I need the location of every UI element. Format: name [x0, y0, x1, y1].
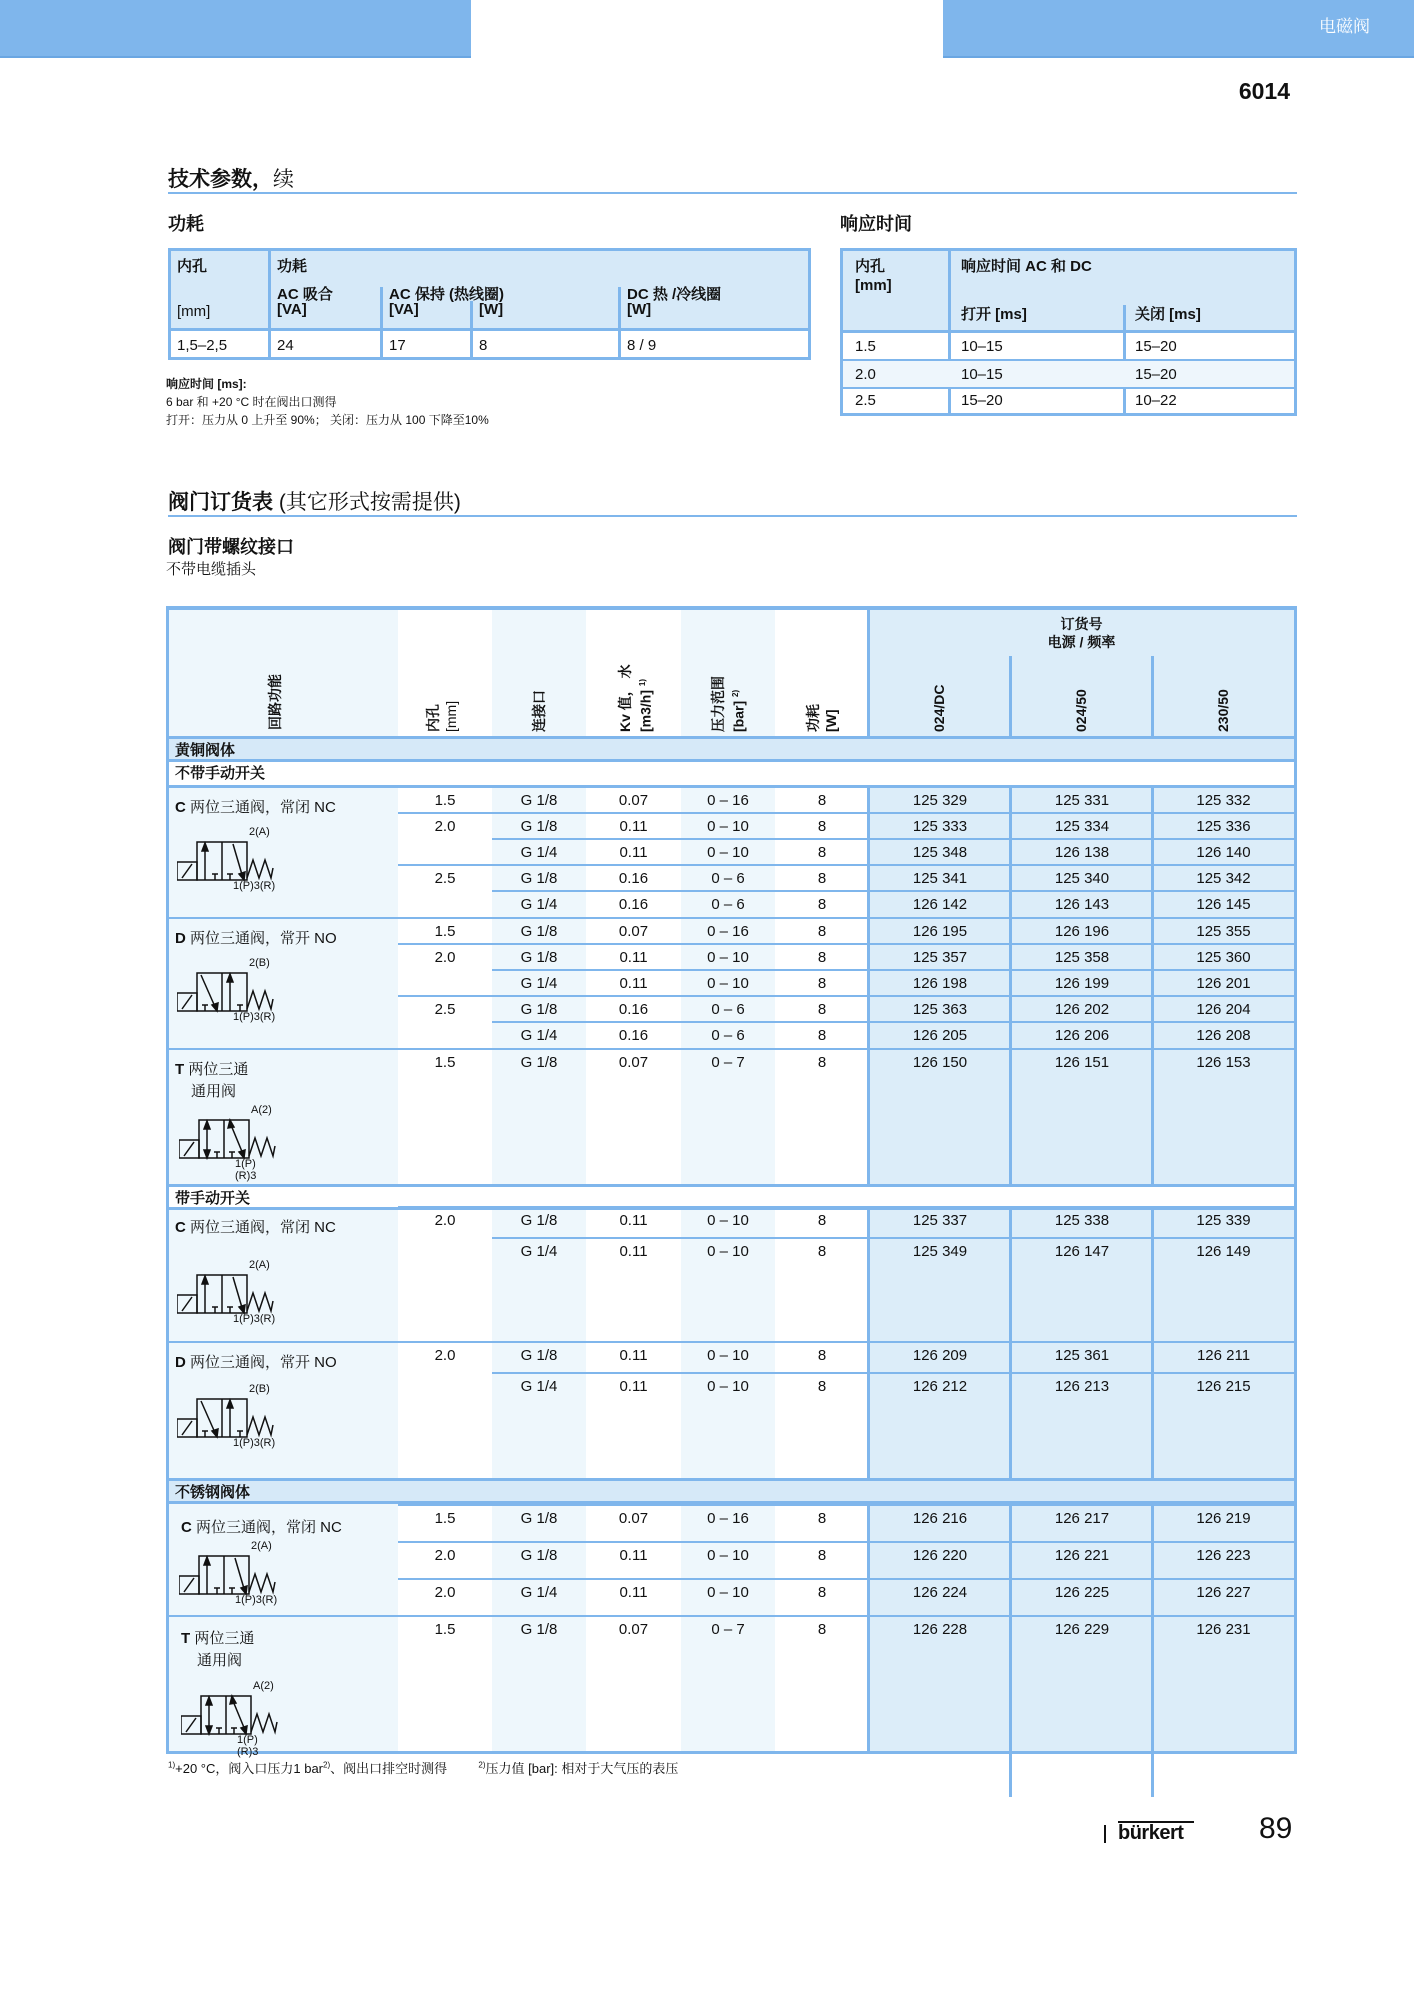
- rt-bore: 2.5: [855, 392, 876, 409]
- cell-port: G 1/8: [520, 923, 558, 940]
- cell-port: G 1/8: [520, 1001, 558, 1018]
- cell-kv: 0.16: [618, 1001, 649, 1018]
- cell-pressure: 0 – 6: [711, 1027, 745, 1044]
- rt-close: 15–20: [1135, 338, 1177, 355]
- section-stainless: 不锈钢阀体: [169, 1478, 1294, 1504]
- cell-kv: 0.16: [618, 896, 649, 913]
- cell-n2: 126 143: [1054, 896, 1110, 913]
- row-divider: [398, 943, 1294, 945]
- cell-kv: 0.11: [619, 1243, 648, 1260]
- function-d-no: [175, 927, 337, 948]
- cell-n1: 126 209: [912, 1347, 968, 1364]
- col-ac-hold: AC 保持 (热线圈): [389, 286, 504, 303]
- cell-n2: 125 358: [1054, 949, 1110, 966]
- category-title: 电磁阀: [1319, 17, 1370, 36]
- cell-power: 8: [817, 1212, 827, 1229]
- cell-kv: 0.11: [619, 949, 648, 966]
- rt-close: 10–22: [1135, 392, 1177, 409]
- cell-power: 8: [817, 1621, 827, 1638]
- order-title: 阀门订货表: [168, 491, 273, 514]
- cell-n3: 125 336: [1196, 818, 1251, 835]
- cell-n2: 126 221: [1054, 1547, 1110, 1564]
- cell-pressure: 0 – 10: [707, 844, 749, 861]
- cell-n3: 126 208: [1196, 1027, 1251, 1044]
- col-ac-pull-unit: [VA]: [277, 301, 307, 318]
- cell-n2: 126 217: [1054, 1510, 1110, 1527]
- cell-port: G 1/4: [520, 1243, 558, 1260]
- port-label: 2(B): [249, 957, 270, 969]
- cell-n1: 125 333: [912, 818, 968, 835]
- rt-bore: 2.0: [855, 366, 876, 383]
- header-v1: 024/DC: [931, 684, 947, 732]
- col-bore-unit: [mm]: [177, 303, 211, 320]
- cell-power: 8: [817, 1347, 827, 1364]
- cell-port: G 1/8: [520, 1054, 558, 1071]
- header-kv-text: Kv 值， 水: [617, 664, 633, 732]
- cell-kv: 0.16: [618, 1027, 649, 1044]
- cell-n1: 125 349: [912, 1243, 968, 1260]
- cell-n1: 125 329: [912, 792, 968, 809]
- footnote-1: +20 °C，阀入口压力1 bar: [175, 1761, 324, 1776]
- header-kv-sup: 1): [638, 678, 647, 687]
- rt-col-close: 关闭 [ms]: [1135, 306, 1201, 323]
- cell-port: G 1/8: [520, 1621, 558, 1638]
- function-text: 两位三通阀，常闭 NC: [196, 1519, 342, 1536]
- cell-kv: 0.11: [619, 1212, 648, 1229]
- cell-power: 8: [817, 896, 827, 913]
- divider: [470, 301, 473, 357]
- cell-n2: 126 138: [1054, 844, 1110, 861]
- response-title: 响应时间: [840, 214, 912, 234]
- function-text: 两位三通阀，常开 NO: [190, 930, 337, 947]
- col-ac-hold-va: [VA]: [389, 301, 419, 318]
- cell-power: 8: [817, 1001, 827, 1018]
- cell-bore: 2.5: [434, 870, 456, 887]
- cell-n1: 126 216: [912, 1510, 968, 1527]
- col-dc-unit: [W]: [627, 301, 652, 318]
- cell-port: G 1/8: [520, 949, 558, 966]
- row-divider: [398, 1541, 1294, 1543]
- header-port: 连接口: [531, 690, 547, 732]
- cell-port: G 1/4: [520, 896, 558, 913]
- row-divider: [398, 812, 1294, 814]
- cell-n2: 126 206: [1054, 1027, 1110, 1044]
- cell-bore: 2.0: [434, 949, 456, 966]
- cell-n3: 126 204: [1196, 1001, 1251, 1018]
- cell-pressure: 0 – 6: [711, 896, 745, 913]
- function-letter: C: [175, 1219, 186, 1236]
- cell-bore: 1.5: [434, 1621, 456, 1638]
- cell-power: 8: [817, 1054, 827, 1071]
- cell-n3: 125 360: [1196, 949, 1251, 966]
- header-bore-text: 内孔: [425, 704, 441, 732]
- function-c-nc: [175, 796, 336, 817]
- cell-n3: 126 201: [1196, 975, 1251, 992]
- cell-power: 8: [817, 949, 827, 966]
- cell-kv: 0.07: [618, 923, 649, 940]
- cell-power: 8: [817, 1584, 827, 1601]
- cell-pressure: 0 – 6: [711, 1001, 745, 1018]
- row-divider: [169, 1615, 1294, 1617]
- cell-pressure: 0 – 10: [707, 949, 749, 966]
- cell-port: G 1/8: [520, 1212, 558, 1229]
- cell-n3: 126 140: [1196, 844, 1251, 861]
- cell-n1: 126 220: [912, 1547, 968, 1564]
- cell-kv: 0.16: [618, 870, 649, 887]
- cell-port: G 1/4: [520, 1584, 558, 1601]
- cell-pressure: 0 – 10: [707, 1547, 749, 1564]
- cell-n1: 126 142: [912, 896, 968, 913]
- rt-open: 10–15: [961, 338, 1003, 355]
- header-v3: 230/50: [1215, 689, 1231, 732]
- order-table: [166, 606, 1297, 1758]
- col-power: 功耗: [277, 258, 308, 275]
- cell-n3: 125 342: [1196, 870, 1251, 887]
- power-ac-hold-va: 17: [389, 337, 406, 354]
- cell-n3: 126 149: [1196, 1243, 1251, 1260]
- cell-power: 8: [817, 870, 827, 887]
- cell-kv: 0.11: [619, 975, 648, 992]
- cell-power: 8: [817, 1378, 827, 1395]
- cell-port: G 1/8: [520, 870, 558, 887]
- cell-n2: 125 361: [1054, 1347, 1110, 1364]
- power-table: [168, 248, 811, 360]
- cell-port: G 1/4: [520, 844, 558, 861]
- tech-heading-cont: 续: [273, 168, 294, 191]
- cell-pressure: 0 – 10: [707, 1347, 749, 1364]
- cell-port: G 1/8: [520, 1547, 558, 1564]
- cell-power: 8: [817, 818, 827, 835]
- power-title: 功耗: [168, 214, 204, 234]
- cell-power: 8: [817, 1547, 827, 1564]
- section-brass: 黄铜阀体: [169, 736, 1294, 762]
- cell-bore: 2.0: [434, 818, 456, 835]
- header-kv-unit-wrap: [635, 679, 654, 732]
- tech-heading: [168, 163, 294, 193]
- order-heading: [168, 486, 461, 516]
- function-t: [175, 1058, 248, 1079]
- cell-power: 8: [817, 844, 827, 861]
- cell-power: 8: [817, 1243, 827, 1260]
- port-label: 2(B): [249, 1383, 270, 1395]
- cell-port: G 1/4: [520, 1027, 558, 1044]
- power-ac-pull: 24: [277, 337, 294, 354]
- divider: [618, 287, 621, 357]
- cell-n3: 125 332: [1196, 792, 1251, 809]
- cell-power: 8: [817, 792, 827, 809]
- cell-kv: 0.07: [618, 1054, 649, 1071]
- cell-kv: 0.11: [619, 844, 648, 861]
- row-divider: [398, 1578, 1294, 1580]
- cell-kv: 0.11: [619, 1378, 648, 1395]
- cell-n3: 126 223: [1196, 1547, 1251, 1564]
- cell-n3: 126 231: [1196, 1621, 1251, 1638]
- note-line-2: 打开：压力从 0 上升至 90%； 关闭：压力从 100 下降至10%: [166, 413, 489, 427]
- cell-n2: 125 340: [1054, 870, 1110, 887]
- header-function: 回路功能: [267, 674, 283, 730]
- divider: [380, 287, 383, 357]
- cell-n3: 126 145: [1196, 896, 1251, 913]
- cell-kv: 0.11: [619, 818, 648, 835]
- row-divider: [492, 890, 1294, 892]
- cell-n3: 126 211: [1196, 1347, 1251, 1364]
- row-divider: [398, 1206, 1294, 1208]
- row-divider: [492, 1237, 1294, 1239]
- header-kv: [617, 664, 633, 732]
- cell-n2: 125 334: [1054, 818, 1110, 835]
- cell-kv: 0.07: [618, 1621, 649, 1638]
- cell-pressure: 0 – 10: [707, 818, 749, 835]
- header-band-left: [0, 0, 471, 58]
- row-divider: [492, 838, 1294, 840]
- table-row: [843, 389, 1294, 417]
- cell-n2: 125 331: [1054, 792, 1110, 809]
- cell-n3: 126 215: [1196, 1378, 1251, 1395]
- brand-name: bürkert: [1118, 1822, 1184, 1844]
- order-title-note: (其它形式按需提供): [278, 491, 461, 514]
- cell-n2: 125 338: [1054, 1212, 1110, 1229]
- port-label: 1(P)3(R): [233, 1313, 276, 1325]
- cell-n3: 125 339: [1196, 1212, 1251, 1229]
- cell-bore: 1.5: [434, 1510, 456, 1527]
- function-letter: D: [175, 930, 186, 947]
- cell-power: 8: [817, 1510, 827, 1527]
- function-t-stainless-line2: 通用阀: [197, 1652, 243, 1669]
- cell-pressure: 0 – 10: [707, 1243, 749, 1260]
- cell-pressure: 0 – 10: [707, 1584, 749, 1601]
- cell-pressure: 0 – 16: [707, 1510, 749, 1527]
- cell-n2: 126 196: [1054, 923, 1110, 940]
- footnote-2-marker: 2): [478, 1760, 486, 1770]
- header-bore: [425, 704, 441, 732]
- col-ac-hold-w: [W]: [479, 301, 504, 318]
- cell-n2: 126 147: [1054, 1243, 1110, 1260]
- cell-pressure: 0 – 6: [711, 870, 745, 887]
- cell-pressure: 0 – 7: [711, 1054, 745, 1071]
- row-divider: [398, 1504, 1294, 1506]
- function-text: 两位三通阀，常闭 NC: [190, 799, 336, 816]
- cell-n2: 126 229: [1054, 1621, 1110, 1638]
- heading-rule: [168, 192, 1297, 194]
- row-divider: [398, 786, 1294, 788]
- cell-kv: 0.07: [618, 1510, 649, 1527]
- rt-col-bore-unit: [mm]: [855, 277, 892, 294]
- col-bore: 内孔: [177, 258, 208, 275]
- header-v2: 024/50: [1073, 689, 1089, 732]
- function-letter: C: [181, 1519, 192, 1536]
- port-label: A(2): [251, 1104, 272, 1116]
- cell-kv: 0.11: [619, 1347, 648, 1364]
- note-line-1: 6 bar 和 +20 °C 时在阀出口测得: [166, 395, 337, 409]
- cell-pressure: 0 – 16: [707, 792, 749, 809]
- model-number: 6014: [1238, 78, 1290, 104]
- power-dc: 8 / 9: [627, 337, 657, 354]
- footnote-1-ref: 2): [323, 1760, 331, 1770]
- cell-bore: 2.0: [434, 1212, 456, 1229]
- cell-n1: 125 341: [912, 870, 968, 887]
- cell-n1: 126 212: [912, 1378, 968, 1395]
- rt-col-group: 响应时间 AC 和 DC: [961, 258, 1092, 275]
- header-power-unit: [W]: [823, 709, 839, 732]
- cell-n1: 126 150: [912, 1054, 968, 1071]
- rt-bore: 1.5: [855, 338, 876, 355]
- rt-open: 15–20: [961, 392, 1003, 409]
- function-t-stainless: [181, 1627, 254, 1648]
- cell-n2: 126 199: [1054, 975, 1110, 992]
- footnote-1-end: 、阀出口排空时测得: [330, 1761, 448, 1776]
- header-band-right: [943, 0, 1414, 58]
- cell-n1: 125 348: [912, 844, 968, 861]
- cell-kv: 0.07: [618, 792, 649, 809]
- cell-n1: 126 224: [912, 1584, 968, 1601]
- cell-bore: 2.5: [434, 1001, 456, 1018]
- port-label: 2(A): [251, 1540, 272, 1552]
- footnote-2: 压力值 [bar]: 相对于大气压的表压: [485, 1761, 679, 1776]
- cell-bore: 2.0: [434, 1547, 456, 1564]
- section-no-manual: 不带手动开关: [169, 762, 1294, 788]
- power-ac-hold-w: 8: [479, 337, 488, 354]
- cell-port: G 1/4: [520, 1378, 558, 1395]
- heading-rule: [168, 515, 1297, 517]
- cell-n1: 126 228: [912, 1621, 968, 1638]
- cell-power: 8: [817, 975, 827, 992]
- row-divider: [398, 864, 1294, 866]
- cell-bore: 1.5: [434, 792, 456, 809]
- function-text: 两位三通: [194, 1630, 255, 1647]
- cell-pressure: 0 – 7: [711, 1621, 745, 1638]
- port-label: 2(A): [249, 1259, 270, 1271]
- cell-kv: 0.11: [619, 1584, 648, 1601]
- port-label: 1(P)3(R): [233, 880, 276, 892]
- function-c-nc-manual: [175, 1216, 336, 1237]
- col-dc: DC 热 /冷线圈: [627, 286, 722, 303]
- cell-kv: 0.11: [619, 1547, 648, 1564]
- rt-col-open: 打开 [ms]: [961, 306, 1027, 323]
- cell-bore: 2.0: [434, 1584, 456, 1601]
- function-text: 两位三通阀，常闭 NC: [190, 1219, 336, 1236]
- cell-bore: 1.5: [434, 923, 456, 940]
- function-letter: D: [175, 1354, 186, 1371]
- function-d-no-manual: [175, 1351, 337, 1372]
- function-text: 两位三通阀，常开 NO: [190, 1354, 337, 1371]
- footnotes: [168, 1758, 678, 1777]
- page-number: 89: [1259, 1812, 1293, 1845]
- cell-power: 8: [817, 923, 827, 940]
- header-pressure-unit-wrap: [728, 690, 747, 732]
- function-text: 两位三通: [188, 1061, 249, 1078]
- cell-n2: 126 225: [1054, 1584, 1110, 1601]
- cell-port: G 1/8: [520, 818, 558, 835]
- function-c-nc-stainless: [181, 1516, 342, 1537]
- port-label: 1(P)(R)3: [235, 1158, 257, 1182]
- table-row: [843, 361, 1294, 389]
- cell-n3: 126 153: [1196, 1054, 1251, 1071]
- cell-n1: 126 205: [912, 1027, 968, 1044]
- cell-n1: 125 337: [912, 1212, 968, 1229]
- port-label: 2(A): [249, 826, 270, 838]
- header-pressure-sup: 2): [731, 689, 740, 697]
- row-divider: [398, 995, 1294, 997]
- cell-port: G 1/8: [520, 1347, 558, 1364]
- cell-n3: 126 227: [1196, 1584, 1251, 1601]
- header-supply: 电源 / 频率: [1047, 634, 1116, 650]
- cell-pressure: 0 – 10: [707, 1212, 749, 1229]
- power-bore: 1,5–2,5: [177, 337, 228, 354]
- cell-n1: 126 195: [912, 923, 968, 940]
- header-bore-unit: [mm]: [443, 700, 459, 732]
- cell-power: 8: [817, 1027, 827, 1044]
- cell-n2: 126 202: [1054, 1001, 1110, 1018]
- cell-n3: 125 355: [1196, 923, 1251, 940]
- cell-n2: 126 213: [1054, 1378, 1110, 1395]
- function-letter: C: [175, 799, 186, 816]
- header-power: 功耗: [805, 704, 821, 732]
- cell-bore: 1.5: [434, 1054, 456, 1071]
- row-divider: [492, 969, 1294, 971]
- function-letter: T: [175, 1061, 185, 1078]
- row-divider: [492, 1372, 1294, 1374]
- cell-n1: 125 357: [912, 949, 968, 966]
- col-ac-pull: AC 吸合: [277, 286, 333, 303]
- tech-heading-text: 技术参数，: [168, 168, 273, 191]
- row-divider: [169, 917, 1294, 919]
- cell-pressure: 0 – 10: [707, 1378, 749, 1395]
- table-row: [843, 333, 1294, 361]
- header-pressure: 压力范围: [710, 676, 726, 732]
- cell-bore: 2.0: [434, 1347, 456, 1364]
- row-divider: [492, 1021, 1294, 1023]
- logo-bar: [1104, 1825, 1106, 1843]
- cell-n3: 126 219: [1196, 1510, 1251, 1527]
- port-label: 1(P)3(R): [235, 1594, 278, 1606]
- header-order-no: 订货号: [1060, 616, 1103, 632]
- port-label: 1(P)(R)3: [237, 1734, 259, 1758]
- port-label: 1(P)3(R): [233, 1437, 276, 1449]
- cell-pressure: 0 – 10: [707, 975, 749, 992]
- order-subtitle-note: 不带电缆插头: [166, 561, 257, 578]
- cell-port: G 1/8: [520, 792, 558, 809]
- header-kv-unit: [m3/h]: [637, 690, 654, 732]
- rt-open: 10–15: [961, 366, 1003, 383]
- cell-pressure: 0 – 16: [707, 923, 749, 940]
- rt-col-bore: 内孔: [855, 258, 886, 275]
- row-divider: [169, 1341, 1294, 1343]
- rt-close: 15–20: [1135, 366, 1177, 383]
- header-pressure-unit: [bar]: [730, 700, 747, 732]
- function-letter: T: [181, 1630, 191, 1647]
- cell-port: G 1/4: [520, 975, 558, 992]
- section-with-manual: 带手动开关: [169, 1184, 1294, 1210]
- cell-port: G 1/8: [520, 1510, 558, 1527]
- note-title: 响应时间 [ms]:: [166, 377, 247, 391]
- response-table: [840, 248, 1297, 416]
- cell-n2: 126 151: [1054, 1054, 1110, 1071]
- port-label: A(2): [253, 1680, 274, 1692]
- cell-n1: 126 198: [912, 975, 968, 992]
- footnote-1-marker: 1): [168, 1760, 176, 1770]
- cell-n1: 125 363: [912, 1001, 968, 1018]
- order-subtitle: 阀门带螺纹接口: [168, 537, 294, 557]
- function-t-line2: 通用阀: [191, 1083, 237, 1100]
- port-label: 1(P)3(R): [233, 1011, 276, 1023]
- row-divider: [169, 1048, 1294, 1050]
- divider: [268, 251, 271, 357]
